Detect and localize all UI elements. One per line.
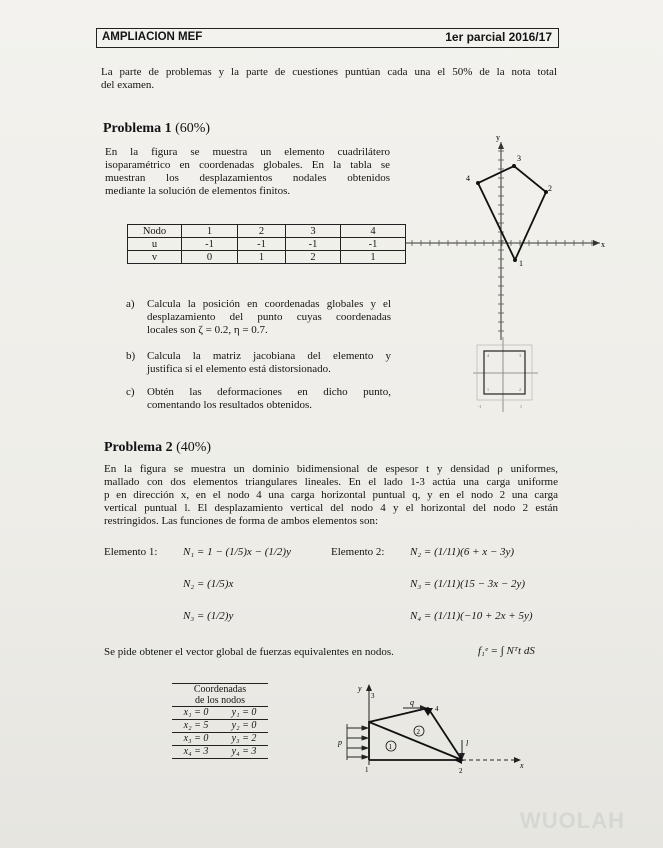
svg-text:4: 4 xyxy=(487,353,489,358)
q-a-line-2: desplazamiento del punto cuyas coordenadas xyxy=(147,311,391,323)
e1-n2: N₂ = (1/5)x xyxy=(183,578,234,590)
p1-node-1: 1 xyxy=(519,259,523,268)
p1-text-4: mediante la solución de elementos finitos. xyxy=(105,185,291,197)
table-cell: 4 xyxy=(341,225,406,238)
table-cell: 3 xyxy=(286,225,341,238)
intro-line-1: La parte de problemas y la parte de cuestiones puntúan cada una el 50% de la nota total xyxy=(101,66,557,78)
table-cell: v xyxy=(128,251,182,264)
coords-title-line-1: Coordenadas xyxy=(193,684,247,695)
p1-text-2: isoparamétrico en coordenadas globales. En la tabla se xyxy=(105,159,390,171)
e1-label: Elemento 1: xyxy=(104,546,158,558)
table-cell: 2 xyxy=(238,225,286,238)
p1-node-4: 4 xyxy=(466,174,470,183)
e1-n1: N₁ = 1 − (1/5)x − (1/2)y xyxy=(183,546,291,558)
p2-text-2: mallado con dos elementos triangulares lineales. En el lado 1-3 actúa una carga uniforme xyxy=(104,476,558,488)
q-a-letter: a) xyxy=(126,298,135,310)
q-b-line-1: Calcula la matriz jacobiana del elemento y xyxy=(147,350,391,362)
p2-question: Se pide obtener el vector global de fuerzas equivalentes en nodos. xyxy=(104,646,394,658)
load-q-label: q xyxy=(410,698,414,707)
table-cell: Nodo xyxy=(128,225,182,238)
table-cell: -1 xyxy=(286,238,341,251)
p2-text-3: p en dirección x, en el nodo 4 una carga horizontal puntual q, y en el nodo 2 una carga xyxy=(104,489,558,501)
p2-text-5: restringidos. Las funciones de forma de ambos elementos son: xyxy=(104,515,379,527)
table-cell: 2 xyxy=(286,251,341,264)
course-name: AMPLIACION MEF xyxy=(102,31,203,43)
svg-text:1: 1 xyxy=(520,404,522,409)
load-l-label: l xyxy=(466,739,469,748)
coords-title-line-2: de los nodos xyxy=(195,695,245,706)
coord-x: x₄ = 3 xyxy=(183,746,209,757)
element-2-label: 2 xyxy=(416,728,420,736)
coord-y: y₂ = 0 xyxy=(231,720,257,731)
q-a-line-1: Calcula la posición en coordenadas globales y el xyxy=(147,298,391,310)
p1-title: Problema 1 xyxy=(103,121,172,136)
q-b-line-2: justifica si el elemento está distorsionado. xyxy=(147,363,331,375)
table-cell: -1 xyxy=(341,238,406,251)
e2-n2: N₂ = (1/11)(6 + x − 3y) xyxy=(410,546,515,558)
p2-x-label: x xyxy=(520,761,524,770)
p1-text-3: muestran los desplazamientos nodales obtenidos xyxy=(105,172,390,184)
p2-weight: (40%) xyxy=(176,440,212,455)
p2-node-3: 3 xyxy=(371,692,375,700)
p2-text-4: vertical puntual l. El desplazamiento vertical del nodo 4 y el horizontal del nodo 2 están xyxy=(104,502,558,514)
p1-weight: (60%) xyxy=(175,121,211,136)
svg-text:2: 2 xyxy=(519,387,521,392)
e2-n3: N₃ = (1/11)(15 − 3x − 2y) xyxy=(410,578,526,590)
p1-text-1: En la figura se muestra un elemento cuadrilátero xyxy=(105,146,390,158)
p1-y-label: y xyxy=(496,133,500,142)
coord-x: x₁ = 0 xyxy=(183,707,209,718)
force-formula: f₁ᵉ = ∫ Nᵀt dS xyxy=(478,645,535,657)
p1-node-3: 3 xyxy=(517,154,521,163)
p1-node-2: 2 xyxy=(548,184,552,193)
element-1-label: 1 xyxy=(388,743,392,751)
q-c-letter: c) xyxy=(126,386,135,398)
q-b-letter: b) xyxy=(126,350,136,362)
svg-text:1: 1 xyxy=(487,387,489,392)
table-cell: 1 xyxy=(341,251,406,264)
load-p-label: p xyxy=(338,738,342,747)
coord-y: y₄ = 3 xyxy=(231,746,257,757)
p2-title: Problema 2 xyxy=(104,440,173,455)
distributed-load-p xyxy=(347,724,368,760)
e2-n4: N₄ = (1/11)(−10 + 2x + 5y) xyxy=(410,610,533,622)
table-cell: 0 xyxy=(182,251,238,264)
p2-node-2: 2 xyxy=(459,767,463,775)
p2-node-1: 1 xyxy=(365,766,369,774)
p1-x-label: x xyxy=(601,240,605,249)
coord-y: y₁ = 0 xyxy=(231,707,257,718)
table-cell: 1 xyxy=(238,251,286,264)
e1-n3: N₃ = (1/2)y xyxy=(183,610,234,622)
table-cell: 1 xyxy=(182,225,238,238)
svg-text:3: 3 xyxy=(519,353,521,358)
coord-y: y₃ = 2 xyxy=(231,733,257,744)
table-cell: -1 xyxy=(238,238,286,251)
table-cell: -1 xyxy=(182,238,238,251)
intro-line-2: del examen. xyxy=(101,79,155,91)
coord-x: x₃ = 0 xyxy=(183,733,209,744)
e2-label: Elemento 2: xyxy=(331,546,385,558)
watermark: WUOLAH xyxy=(520,808,625,833)
p2-text-1: En la figura se muestra un dominio bidimensional de espesor t y densidad ρ uniformes, xyxy=(104,463,558,475)
p2-y-arrow xyxy=(366,684,372,691)
table-cell: u xyxy=(128,238,182,251)
svg-text:-1: -1 xyxy=(478,404,482,409)
q-a-line-3: locales son ζ = 0.2, η = 0.7. xyxy=(147,324,268,336)
p2-node-4: 4 xyxy=(435,705,439,713)
q-c-line-2: comentando los resultados obtenidos. xyxy=(147,399,312,411)
q-c-line-1: Obtén las deformaciones en dicho punto, xyxy=(147,386,391,398)
exam-title: 1er parcial 2016/17 xyxy=(445,30,552,44)
p2-y-label: y xyxy=(358,684,362,693)
coord-x: x₂ = 5 xyxy=(183,720,209,731)
